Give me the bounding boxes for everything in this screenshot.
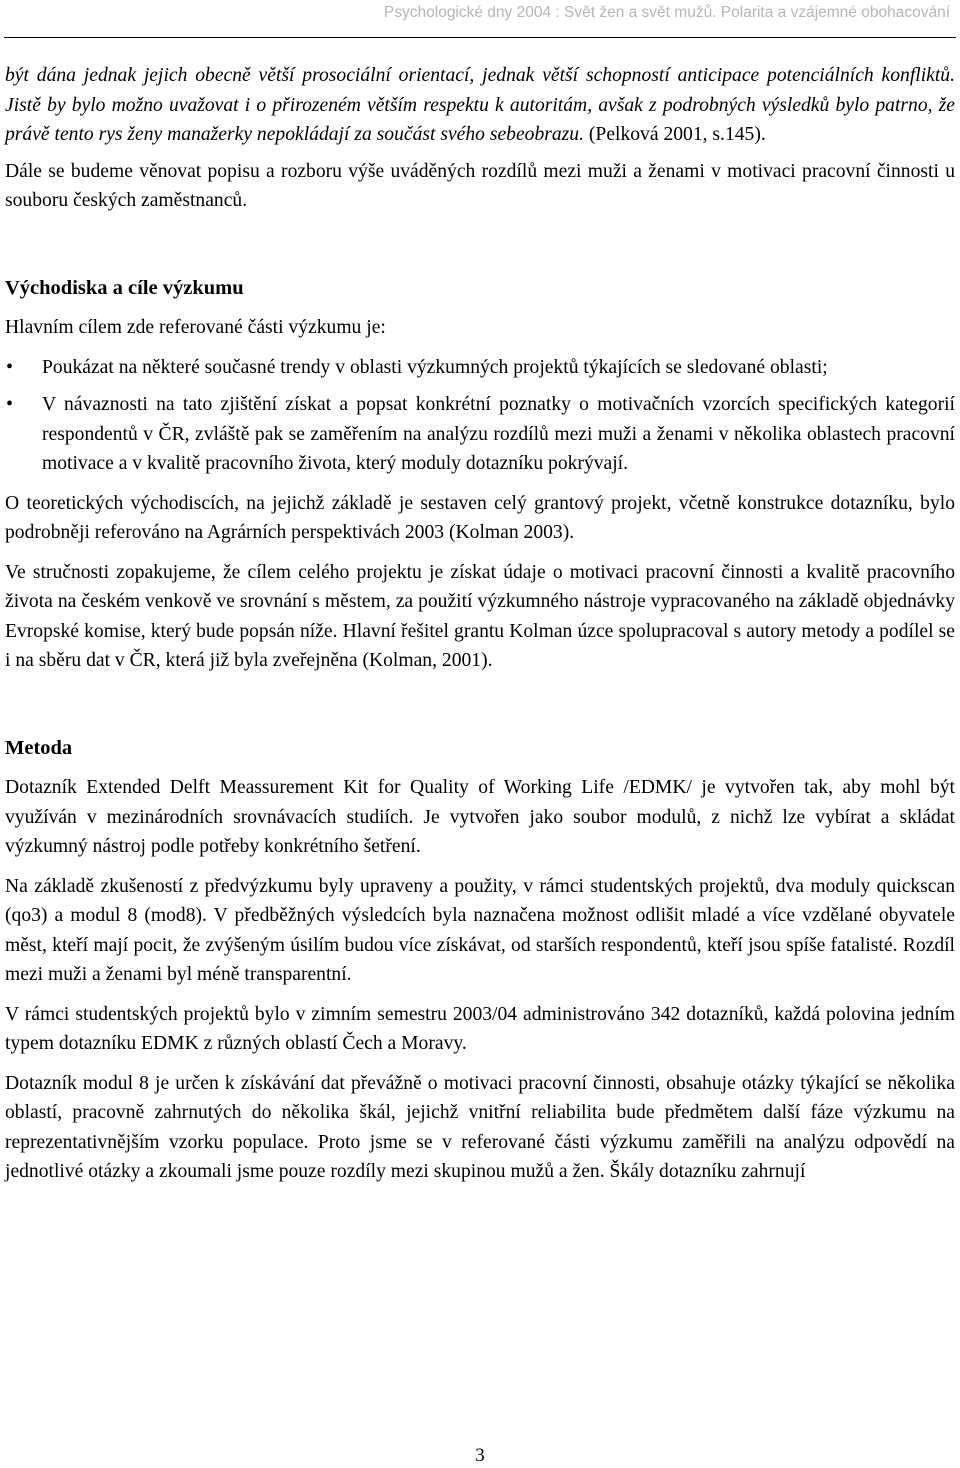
bullet-icon: • <box>6 393 14 415</box>
list-item <box>5 353 955 383</box>
goals-lead: Hlavním cílem zde referované části výzkumu je: <box>5 317 386 338</box>
goals-bullet-list <box>5 353 955 479</box>
bullet-text: V návaznosti na tato zjištění získat a popsat konkrétní poznatky o motivačních vzorcích specifických kategorií respondentů v ČR, zvláště pak se zaměřením na analýzu rozdílů mezi muži a ženami v několika oblastech pracovní motivace a v kvalitě pracovního života, který moduly dotazníku pokrývají. <box>42 394 955 474</box>
method-paragraph: Dotazník Extended Delft Meassurement Kit for Quality of Working Life /EDMK/ je vytvořen tak, aby mohl být využíván v mezinárodních srovnávacích studiích. Je vytvořen jako soubor modulů, z nichž lze vybírat a skládat výzkumný nástroj podle potřeby konkrétního šetření. <box>5 777 955 857</box>
method-paragraph: Na základě zkušeností z předvýzkumu byly upraveny a použity, v rámci studentských projektů, dva moduly quickscan (qo3) a modul 8 (mod8). V předběžných výsledcích byla naznačena možnost odlišit mladé a více vzdělané obyvatele měst, kteří mají pocit, že zvýšeným úsilím budou více získávat, od starších respondentů, kteří jsou spíše fatalisté. Rozdíl mezi muži a ženami byl méně transparentní. <box>5 875 955 985</box>
running-header <box>0 0 960 26</box>
intro-quote-paragraph <box>5 61 955 150</box>
running-header-title: Psychologické dny 2004 : Svět žen a svět mužů. Polarita a vzájemné obohacování <box>383 4 950 21</box>
list-item <box>5 390 955 479</box>
page-number: 3 <box>475 1445 485 1466</box>
page-content <box>5 61 955 1187</box>
goals-paragraph: O teoretických východiscích, na jejichž základě je sestaven celý grantový projekt, včetně konstrukce dotazníku, bylo podrobněji referováno na Agrárních perspektivách 2003 (Kolman 2003). <box>5 492 955 543</box>
section-heading-goals: Východiska a cíle výzkumu <box>5 276 244 299</box>
header-divider <box>4 37 956 38</box>
intro-quote-citation: (Pelková 2001, s.145). <box>584 124 766 145</box>
intro-next-paragraph: Dále se budeme věnovat popisu a rozboru výše uváděných rozdílů mezi muži a ženami v motivaci pracovní činnosti u souboru českých zaměstnanců. <box>5 160 955 211</box>
method-paragraph: V rámci studentských projektů bylo v zimním semestru 2003/04 administrováno 342 dotazníků, každá polovina jedním typem dotazníku EDMK z různých oblastí Čech a Moravy. <box>5 1003 955 1054</box>
method-paragraph: Dotazník modul 8 je určen k získávání dat převážně o motivaci pracovní činnosti, obsahuje otázky týkající se několika oblastí, pracovně zahrnutých do několika škál, jejichž vnitřní reliabilita bude předmětem další fáze výzkumu na reprezentativnějším vzorku populace. Proto jsme se v referované části výzkumu zaměřili na analýzu odpovědí na jednotlivé otázky a zkoumali jsme pouze rozdíly mezi skupinou mužů a žen. Škály dotazníku zahrnují <box>5 1072 955 1182</box>
bullet-text: Poukázat na některé současné trendy v oblasti výzkumných projektů týkajících se sledované oblasti; <box>42 356 828 378</box>
intro-quote-italic: být dána jednak jejich obecně větší prosociální orientací, jednak větší schopností anticipace potenciálních konfliktů. Jistě by bylo možno uvažovat i o přirozeném větším respektu k autoritám, avšak z podrobných výsledků bylo patrno, že právě tento rys ženy manažerky nepokládají za součást svého sebeobrazu. <box>5 65 955 145</box>
bullet-icon: • <box>6 355 14 378</box>
section-heading-method: Metoda <box>5 736 73 759</box>
goals-paragraph: Ve stručnosti zopakujeme, že cílem celého projektu je získat údaje o motivaci pracovní činnosti a kvalitě pracovního života na českém venkově ve srovnání s městem, za použití výzkumného nástroje vypracovaného na základě objednávky Evropské komise, který bude popsán níže. Hlavní řešitel grantu Kolman úzce spolupracoval s autory metody a podílel se i na sběru dat v ČR, která již byla zveřejněna (Kolman, 2001). <box>5 561 955 671</box>
